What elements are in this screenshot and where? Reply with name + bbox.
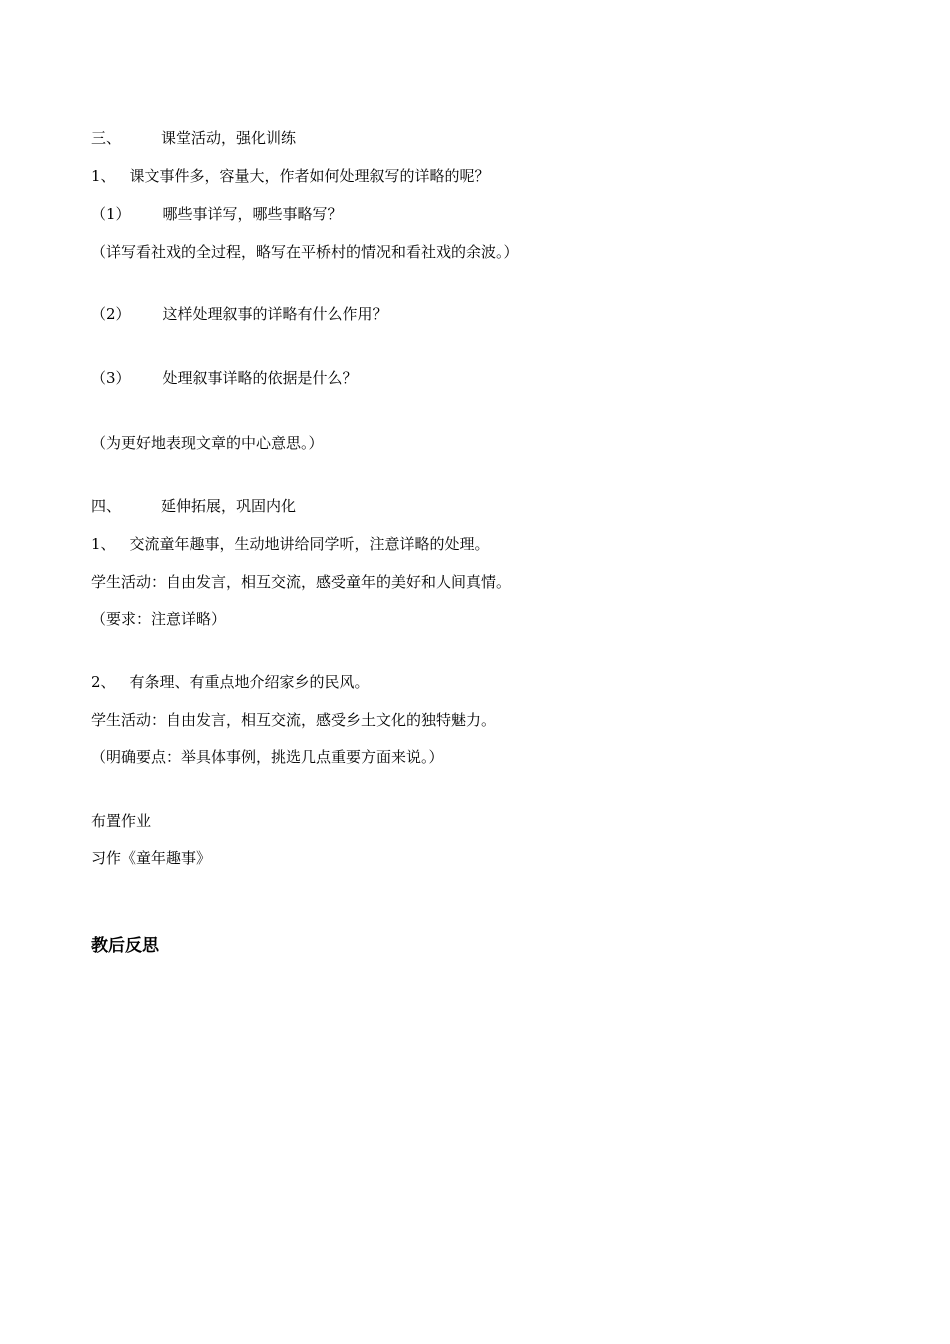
answer-3: （为更好地表现文章的中心意思。）: [91, 434, 324, 452]
question-2: [91, 304, 388, 324]
key-points-note: （明确要点：举具体事例，挑选几点重要方面来说。）: [91, 748, 444, 766]
section-4-number: 四、: [91, 497, 122, 515]
section-3-item-1-number: 1、: [91, 167, 116, 185]
section-4-heading: [91, 496, 296, 516]
section-3-item-1-text: 课文事件多，容量大，作者如何处理叙写的详略的呢？: [129, 167, 490, 185]
answer-1: （详写看社戏的全过程，略写在平桥村的情况和看社戏的余波。）: [91, 243, 519, 261]
homework-title: 布置作业: [91, 812, 152, 830]
requirement-note: （要求：注意详略）: [91, 610, 227, 628]
section-3-item-1: [91, 166, 490, 186]
reflection-title: 教后反思: [91, 936, 159, 956]
section-3-number: 三、: [91, 129, 122, 147]
section-3-heading: [91, 128, 296, 148]
question-3-number: （3）: [91, 369, 131, 387]
section-4-title: 延伸拓展，巩固内化: [161, 497, 297, 515]
student-activity-2: 学生活动：自由发言，相互交流，感受乡土文化的独特魅力。: [91, 711, 497, 729]
section-4-item-2: [91, 672, 370, 692]
question-2-number: （2）: [91, 305, 131, 323]
student-activity-1: 学生活动：自由发言，相互交流，感受童年的美好和人间真情。: [91, 573, 512, 591]
homework-task: 习作《童年趣事》: [91, 849, 212, 867]
question-1: [91, 204, 343, 224]
section-4-item-2-number: 2、: [91, 673, 116, 691]
question-1-number: （1）: [91, 205, 131, 223]
question-3: [91, 368, 358, 388]
question-1-text: 哪些事详写，哪些事略写？: [162, 205, 343, 223]
question-2-text: 这样处理叙事的详略有什么作用？: [162, 305, 388, 323]
section-4-item-2-text: 有条理、有重点地介绍家乡的民风。: [129, 673, 370, 691]
question-3-text: 处理叙事详略的依据是什么？: [162, 369, 358, 387]
section-4-item-1-number: 1、: [91, 535, 116, 553]
section-4-item-1-text: 交流童年趣事，生动地讲给同学听，注意详略的处理。: [129, 535, 490, 553]
section-3-title: 课堂活动，强化训练: [161, 129, 297, 147]
section-4-item-1: [91, 534, 490, 554]
